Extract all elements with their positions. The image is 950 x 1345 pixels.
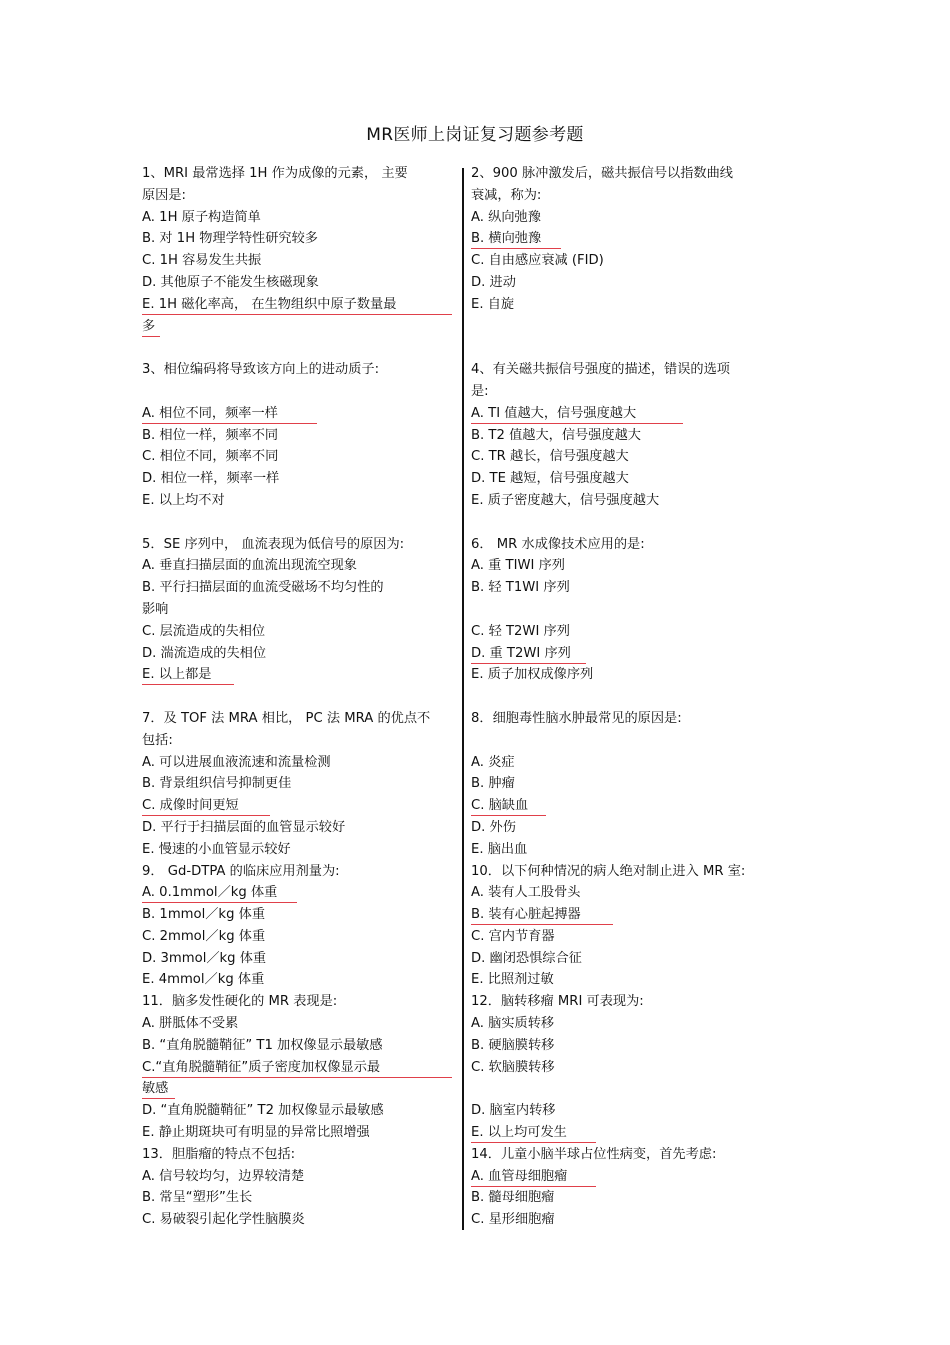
option: 影响 [142, 601, 169, 617]
question-7-stem: 包括: [142, 732, 173, 748]
question-1-stem: 1、MRI 最常选择 1H 作为成像的元素， 主要 [142, 166, 408, 181]
option: B. 轻 T1WI 序列 [471, 580, 570, 596]
option: B. 肿瘤 [471, 776, 515, 792]
option: E. 比照剂过敏 [471, 972, 554, 988]
option: D. 平行于扫描层面的血管显示较好 [142, 819, 346, 835]
page-title: MR医师上岗证复习题参考题 [366, 125, 584, 145]
answer-option: D. 重 T2WI 序列 [471, 644, 586, 664]
question-3-stem: 3、相位编码将导致该方向上的进动质子: [142, 362, 380, 378]
question-8-stem: 8．细胞毒性脑水肿最常见的原因是: [471, 710, 682, 726]
question-13-stem: 13．胆脂瘤的特点不包括: [142, 1146, 296, 1162]
option: B. 1mmol／kg 体重 [142, 907, 266, 923]
question-7-stem: 7．及 TOF 法 MRA 相比， PC 法 MRA 的优点不 [142, 710, 431, 726]
question-4-stem: 4、有关磁共振信号强度的描述，错误的选项 [471, 362, 730, 378]
option: E. 质子密度越大，信号强度越大 [471, 492, 660, 508]
option: C. 相位不同，频率不同 [142, 449, 279, 465]
option: A. 脑实质转移 [471, 1016, 555, 1032]
option: C. 易破裂引起化学性脑膜炎 [142, 1212, 305, 1228]
option: B. 平行扫描层面的血流受磁场不均匀性的 [142, 580, 384, 596]
option: B. T2 值越大，信号强度越大 [471, 427, 641, 443]
answer-option: E. 以上均可发生 [471, 1123, 596, 1143]
option: D. TE 越短，信号强度越大 [471, 471, 629, 487]
option: C. 自由感应衰减 (FID) [471, 253, 604, 269]
question-9-stem: 9． Gd-DTPA 的临床应用剂量为: [142, 863, 340, 879]
option: C. 层流造成的失相位 [142, 623, 266, 639]
question-12-stem: 12．脑转移瘤 MRI 可表现为: [471, 994, 644, 1010]
answer-option: 敏感 [142, 1079, 175, 1099]
right-column [471, 163, 783, 1231]
answer-option: C.“直角脱髓鞘征”质子密度加权像显示最 [142, 1058, 452, 1078]
option: A. 重 TIWI 序列 [471, 558, 565, 574]
answer-option: B. 横向弛豫 [471, 229, 561, 249]
option: B. 硬脑膜转移 [471, 1037, 555, 1053]
option: C. 星形细胞瘤 [471, 1212, 555, 1228]
option: D. 幽闭恐惧综合征 [471, 950, 582, 966]
option: E. 质子加权成像序列 [471, 667, 594, 683]
option: D. “直角脱髓鞘征” T2 加权像显示最敏感 [142, 1103, 384, 1119]
question-6-stem: 6． MR 水成像技术应用的是: [471, 536, 645, 552]
answer-option: A. 0.1mmol／kg 体重 [142, 883, 297, 903]
option: A. 垂直扫描层面的血流出现流空现象 [142, 558, 357, 574]
question-2-stem: 衰减，称为: [471, 187, 542, 203]
option: B. 对 1H 物理学特性研究较多 [142, 231, 318, 247]
question-2-stem: 2、900 脉冲激发后，磁共振信号以指数曲线 [471, 166, 733, 181]
option: B. “直角脱髓鞘征” T1 加权像显示最敏感 [142, 1037, 383, 1053]
option: C. 轻 T2WI 序列 [471, 623, 570, 639]
option: C. TR 越长，信号强度越大 [471, 449, 629, 465]
option: B. 常呈“塑形”生长 [142, 1190, 253, 1206]
answer-option: A. 相位不同，频率一样 [142, 404, 317, 424]
option: E. 自旋 [471, 296, 515, 312]
option: D. 脑室内转移 [471, 1103, 556, 1119]
option: A. 可以进展血液流速和流量检测 [142, 754, 331, 770]
option: D. 进动 [471, 274, 516, 290]
option: A. 胼胝体不受累 [142, 1016, 239, 1032]
option: D. 外伤 [471, 819, 516, 835]
question-10-stem: 10．以下何种情况的病人绝对制止进入 MR 室: [471, 863, 746, 879]
option: D. 相位一样，频率一样 [142, 471, 280, 487]
option: C. 1H 容易发生共振 [142, 253, 262, 269]
column-divider [462, 168, 464, 1230]
answer-option: 多 [142, 317, 160, 337]
option: A. 信号较均匀，边界较清楚 [142, 1168, 305, 1184]
question-4-stem: 是: [471, 383, 489, 399]
question-5-stem: 5．SE 序列中， 血流表现为低信号的原因为: [142, 536, 405, 552]
option: E. 静止期斑块可有明显的异常比照增强 [142, 1125, 370, 1141]
answer-option: E. 1H 磁化率高， 在生物组织中原子数量最 [142, 295, 452, 315]
option: C. 2mmol／kg 体重 [142, 928, 266, 944]
question-14-stem: 14．儿童小脑半球占位性病变，首先考虑: [471, 1146, 717, 1162]
option: B. 背景组织信号抑制更佳 [142, 776, 292, 792]
answer-option: A. 血管母细胞瘤 [471, 1167, 596, 1187]
option: E. 4mmol／kg 体重 [142, 972, 265, 988]
answer-option: C. 成像时间更短 [142, 796, 270, 816]
option: C. 宫内节育器 [471, 928, 555, 944]
answer-option: E. 以上都是 [142, 665, 234, 685]
option: B. 髓母细胞瘤 [471, 1190, 555, 1206]
answer-option: B. 装有心脏起搏器 [471, 905, 613, 925]
answer-option: C. 脑缺血 [471, 796, 546, 816]
option: A. 1H 原子构造简单 [142, 209, 261, 225]
question-11-stem: 11．脑多发性硬化的 MR 表现是: [142, 994, 338, 1010]
option: D. 其他原子不能发生核磁现象 [142, 274, 319, 290]
option: D. 湍流造成的失相位 [142, 645, 267, 661]
option: E. 慢速的小血管显示较好 [142, 841, 291, 857]
option: D. 3mmol／kg 体重 [142, 950, 267, 966]
option: B. 相位一样，频率不同 [142, 427, 279, 443]
option: E. 以上均不对 [142, 492, 225, 508]
answer-option: A. TI 值越大，信号强度越大 [471, 404, 683, 424]
option: A. 炎症 [471, 754, 515, 770]
left-column [142, 163, 454, 1231]
question-1-stem: 原因是: [142, 187, 187, 203]
option: A. 装有人工股骨头 [471, 885, 581, 901]
option: A. 纵向弛豫 [471, 209, 541, 225]
option: C. 软脑膜转移 [471, 1059, 555, 1075]
option: E. 脑出血 [471, 841, 528, 857]
